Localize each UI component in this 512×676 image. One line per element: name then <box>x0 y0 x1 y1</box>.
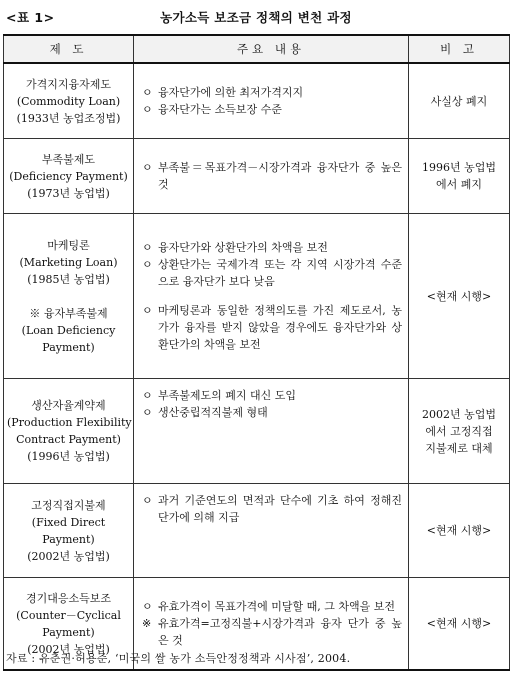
system-name: 마케팅론 <box>47 238 90 252</box>
content-cell <box>134 63 409 139</box>
asterisk-icon: ※ <box>142 617 152 630</box>
list-item: ㅇ 융자단가는 소득보장 수준 <box>142 103 282 116</box>
list-item: ㅇ 융자단가와 상환단가의 차액을 보전 <box>142 241 328 254</box>
system-name: 고정직접지불제 <box>31 498 106 512</box>
list-item: ㅇ 융자단가에 의한 최저가격지지 <box>142 86 304 99</box>
system-name: 부족불제도 <box>41 152 96 166</box>
note-cell <box>409 214 510 379</box>
bullet-icon: ㅇ <box>142 406 153 419</box>
table-row <box>4 484 510 578</box>
note-cell <box>409 63 510 139</box>
note-text: 2002년 농업법 <box>422 407 496 421</box>
system-year: (2002년 농업법) <box>27 549 110 563</box>
note-text: 지불제로 대체 <box>425 441 493 455</box>
system-name: 가격지지융자제도 <box>25 77 111 91</box>
table-number: <표 1> <box>6 10 55 25</box>
system-year: (1973년 농업법) <box>27 186 110 200</box>
list-item: ㅇ 부족불제도의 폐지 대신 도입 <box>142 389 297 402</box>
system-english: Payment) <box>42 532 95 546</box>
system-english: Contract Payment) <box>16 433 121 446</box>
system-cell <box>4 139 134 214</box>
system-name: 생산자율계약제 <box>31 399 106 412</box>
note-text: 1996년 농업법 <box>422 161 496 174</box>
note-text: <현재 시행> <box>426 524 492 537</box>
system-year: (1996년 농업법) <box>27 450 110 463</box>
content-cell <box>134 379 409 484</box>
header-content: 주요 내용 <box>134 35 409 63</box>
system-english: (Counter－Cyclical <box>16 608 121 622</box>
bullet-icon: ㅇ <box>142 304 153 317</box>
bullet-icon: ㅇ <box>142 389 153 402</box>
table-row <box>4 63 510 139</box>
bullet-icon: ㅇ <box>142 103 153 116</box>
system-year: (1985년 농업법) <box>27 272 110 286</box>
system-cell <box>4 63 134 139</box>
table-title: 농가소득 보조금 정책의 변천 과정 <box>160 10 352 25</box>
system-english: (Fixed Direct <box>31 515 106 529</box>
note-text: 에서 폐지 <box>435 178 482 191</box>
system-year: (2002년 농업법) <box>27 642 110 656</box>
note-cell <box>409 139 510 214</box>
list-item: ㅇ 마케팅론과 동일한 정책의도를 가진 제도로서, 농가가 융자를 받지 않았을 경우에도 융자단가와 상환단가의 차액을 보전 <box>142 304 402 351</box>
subsystem-english: (Loan Deficiency <box>21 323 116 337</box>
system-year: (1933년 농업조정법) <box>16 111 121 125</box>
list-item: ㅇ 유효가격이 목표가격에 미달할 때, 그 차액을 보전 <box>142 600 395 613</box>
table-row <box>4 379 510 484</box>
system-cell <box>4 484 134 578</box>
table-header-row <box>4 35 510 63</box>
note-text: 사실상 폐지 <box>430 94 488 108</box>
header-system: 제 도 <box>4 35 134 63</box>
subsystem-english: Payment) <box>42 340 95 354</box>
bullet-icon: ㅇ <box>142 258 153 271</box>
bullet-icon: ㅇ <box>142 161 153 174</box>
subsystem-name: ※ 융자부족불제 <box>29 306 108 320</box>
header-note: 비 고 <box>409 35 510 63</box>
source-citation: 자료 : 유춘권·허용준, ‘미국의 쌀 농가 소득안정정책과 시사점’, 2004. <box>6 652 351 665</box>
note-text: <현재 시행> <box>426 289 492 303</box>
system-english: Payment) <box>42 625 95 639</box>
system-english: (Marketing Loan) <box>19 255 118 269</box>
system-english: (Production Flexibility <box>7 416 132 429</box>
note-cell <box>409 379 510 484</box>
list-item: ㅇ 상환단가는 국제가격 또는 각 지역 시장가격 수준으로 융자단가 보다 낮음 <box>142 258 402 288</box>
table-row <box>4 214 510 379</box>
system-cell <box>4 214 134 379</box>
content-cell <box>134 214 409 379</box>
table-caption <box>6 8 506 30</box>
list-item: ㅇ 부족불＝목표가격－시장가격과 융자단가 중 높은 것 <box>142 161 402 191</box>
list-item: ㅇ 과거 기준연도의 면적과 단수에 기초 하여 정해진 단가에 의해 지급 <box>142 494 402 524</box>
note-text: <현재 시행> <box>426 617 492 630</box>
bullet-icon: ㅇ <box>142 494 153 507</box>
footnote-item: ※ 유효가격=고정직불+시장가격과 융자 단가 중 높은 것 <box>142 617 402 647</box>
bullet-icon: ㅇ <box>142 86 153 99</box>
system-name: 경기대응소득보조 <box>25 591 111 605</box>
table-row <box>4 139 510 214</box>
bullet-icon: ㅇ <box>142 600 153 613</box>
content-cell <box>134 484 409 578</box>
bullet-icon: ㅇ <box>142 241 153 254</box>
system-english: (Commodity Loan) <box>16 94 121 108</box>
note-text: 에서 고정직접 <box>425 424 493 438</box>
list-item: ㅇ 생산중립적직불제 형태 <box>142 406 268 419</box>
system-cell <box>4 379 134 484</box>
policy-history-table <box>3 34 510 671</box>
note-cell <box>409 484 510 578</box>
content-cell <box>134 139 409 214</box>
system-english: (Deficiency Payment) <box>9 169 128 183</box>
